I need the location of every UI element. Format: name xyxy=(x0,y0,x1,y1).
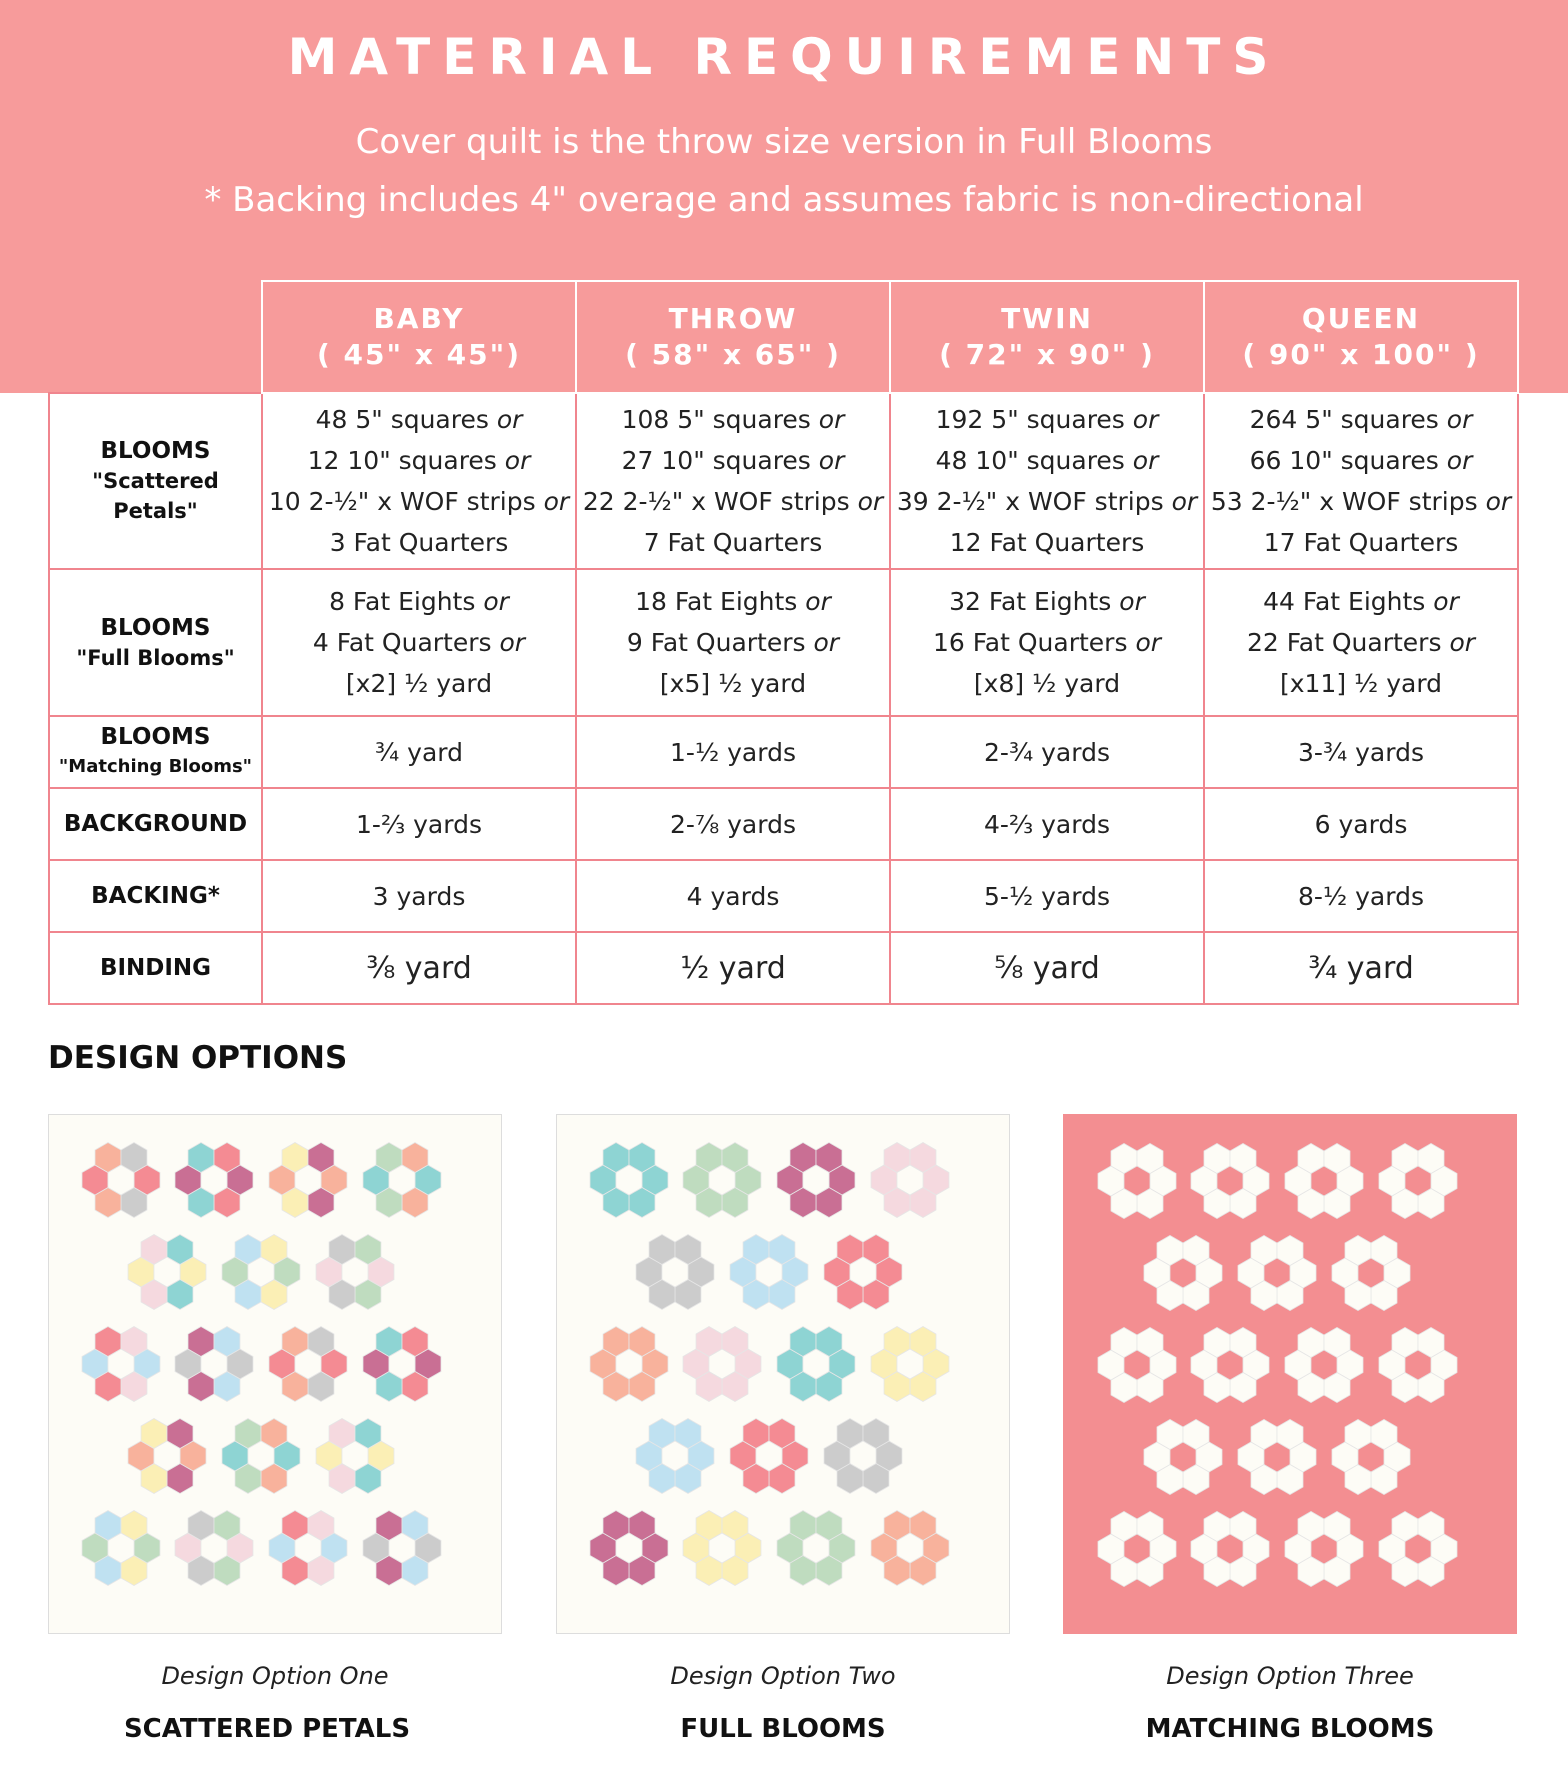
table-row xyxy=(49,860,1518,932)
hexagon-flower xyxy=(683,1143,761,1218)
subtitle-cover: Cover quilt is the throw size version in Full Blooms xyxy=(355,122,1213,162)
hexagon-flower xyxy=(82,1511,160,1586)
hexagon-flower xyxy=(590,1143,668,1218)
table-row xyxy=(49,393,1518,569)
cell-line: 9 Fat Quarters or xyxy=(626,628,840,657)
cell-line: 4 Fat Quarters or xyxy=(312,628,526,657)
hexagon-flower xyxy=(1098,1328,1176,1403)
column-size: ( 90" x 100" ) xyxy=(1242,338,1480,371)
cell-line: 3 Fat Quarters xyxy=(329,528,509,557)
table-row xyxy=(49,716,1518,788)
cell-line: 53 2-½" x WOF strips or xyxy=(1210,487,1512,516)
option-caption: Design Option One xyxy=(161,1662,389,1690)
row-label-qualifier: "Full Blooms" xyxy=(76,645,235,670)
hexagon-flower xyxy=(636,1235,714,1310)
hexagon-flower xyxy=(316,1419,394,1494)
cell-line: 10 2-½" x WOF strips or xyxy=(268,487,570,516)
hexagon-flower xyxy=(82,1327,160,1402)
hexagon-flower xyxy=(824,1419,902,1494)
column-header xyxy=(262,281,576,393)
hexagon-flower xyxy=(269,1143,347,1218)
hexagon-flower xyxy=(363,1511,441,1586)
cell: ½ yard xyxy=(576,932,890,1004)
cell xyxy=(576,569,890,716)
hexagon-flower xyxy=(1191,1512,1269,1587)
hexagon-flower xyxy=(1144,1236,1222,1311)
column-name: TWIN xyxy=(1001,302,1093,335)
cell: 3 yards xyxy=(262,860,576,932)
option-name: SCATTERED PETALS xyxy=(123,1714,411,1744)
cell-line: [x11] ½ yard xyxy=(1279,669,1443,698)
hexagon-flower xyxy=(1379,1512,1457,1587)
hexagon-flower xyxy=(1379,1328,1457,1403)
design-options-heading: DESIGN OPTIONS xyxy=(48,1040,348,1076)
cell: 4-⅔ yards xyxy=(890,788,1204,860)
requirements-table xyxy=(48,280,1519,1005)
hexagon-flower xyxy=(363,1143,441,1218)
hexagon-flower xyxy=(82,1143,160,1218)
hexagon-flower xyxy=(1098,1512,1176,1587)
cell-line: 27 10" squares or xyxy=(621,446,845,475)
hexagon-flower xyxy=(1238,1236,1316,1311)
hexagon-flower xyxy=(1285,1512,1363,1587)
cell: 3-¾ yards xyxy=(1204,716,1518,788)
hexagon-flower xyxy=(175,1327,253,1402)
row-label-main: BLOOMS xyxy=(100,438,211,464)
cell-line: 8 Fat Eights or xyxy=(329,587,509,616)
cell: ⅜ yard xyxy=(262,932,576,1004)
table-row xyxy=(49,569,1518,716)
row-label-qualifier: "Scattered Petals" xyxy=(92,469,219,523)
hexagon-flower xyxy=(1144,1420,1222,1495)
row-label-qualifier: "Matching Blooms" xyxy=(58,756,253,777)
hexagon-flower xyxy=(175,1143,253,1218)
column-header xyxy=(576,281,890,393)
hexagon-flower xyxy=(1285,1328,1363,1403)
page-title: MATERIAL REQUIREMENTS xyxy=(287,28,1281,86)
hexagon-flower xyxy=(128,1419,206,1494)
row-label xyxy=(49,569,262,716)
hexagon-flower xyxy=(730,1419,808,1494)
column-header xyxy=(1204,281,1518,393)
column-size: ( 45" x 45") xyxy=(316,338,521,371)
hexagon-flower xyxy=(269,1511,347,1586)
hexagon-flower xyxy=(1191,1328,1269,1403)
cell xyxy=(890,393,1204,569)
hexagon-flower xyxy=(777,1511,855,1586)
column-size: ( 58" x 65" ) xyxy=(625,338,841,371)
column-header xyxy=(890,281,1204,393)
row-label-main: BLOOMS xyxy=(100,724,211,750)
hexagon-flower xyxy=(128,1235,206,1310)
hexagon-flower xyxy=(871,1143,949,1218)
cell-line: 44 Fat Eights or xyxy=(1263,587,1459,616)
row-label-main: BLOOMS xyxy=(100,614,211,641)
row-label: BACKING* xyxy=(49,860,262,932)
table-row xyxy=(49,788,1518,860)
cell: 4 yards xyxy=(576,860,890,932)
quilt-preview-scattered-petals xyxy=(48,1114,502,1634)
hexagon-flower xyxy=(871,1511,949,1586)
cell: 2-⅞ yards xyxy=(576,788,890,860)
column-name: QUEEN xyxy=(1301,302,1421,335)
cell xyxy=(890,569,1204,716)
cell-line: 17 Fat Quarters xyxy=(1263,528,1459,557)
cell-line: 39 2-½" x WOF strips or xyxy=(896,487,1198,516)
cell-line: 16 Fat Quarters or xyxy=(932,628,1162,657)
cell-line: 108 5" squares or xyxy=(621,405,845,434)
cell-line: [x2] ½ yard xyxy=(345,669,493,698)
hexagon-flower xyxy=(1191,1144,1269,1219)
cell xyxy=(1204,569,1518,716)
option-name: FULL BLOOMS xyxy=(680,1714,886,1744)
hexagon-flower xyxy=(777,1143,855,1218)
hexagon-flower xyxy=(222,1419,300,1494)
quilt-art-scattered xyxy=(49,1115,501,1633)
cell-line: [x8] ½ yard xyxy=(973,669,1121,698)
cell: 1-⅔ yards xyxy=(262,788,576,860)
cell: 2-¾ yards xyxy=(890,716,1204,788)
hexagon-flower xyxy=(1379,1144,1457,1219)
hexagon-flower xyxy=(363,1327,441,1402)
cell-line: 22 Fat Quarters or xyxy=(1246,628,1476,657)
hexagon-flower xyxy=(730,1235,808,1310)
option-name: MATCHING BLOOMS xyxy=(1145,1714,1435,1744)
column-size: ( 72" x 90" ) xyxy=(939,338,1155,371)
cell-line: 32 Fat Eights or xyxy=(949,587,1145,616)
cell-line: 12 10" squares or xyxy=(307,446,531,475)
cell-line: 48 5" squares or xyxy=(315,405,523,434)
cell: 1-½ yards xyxy=(576,716,890,788)
cell xyxy=(262,393,576,569)
subtitle-backing-note: * Backing includes 4" overage and assumes fabric is non-directional xyxy=(204,180,1364,220)
quilt-preview-matching-blooms xyxy=(1063,1114,1517,1634)
cell xyxy=(576,393,890,569)
quilt-preview-full-blooms xyxy=(556,1114,1010,1634)
cell: 8-½ yards xyxy=(1204,860,1518,932)
table-row xyxy=(49,932,1518,1004)
cell-line: 7 Fat Quarters xyxy=(643,528,823,557)
hexagon-flower xyxy=(824,1235,902,1310)
column-name: BABY xyxy=(373,302,465,335)
cell: ¾ yard xyxy=(262,716,576,788)
hexagon-flower xyxy=(1332,1420,1410,1495)
option-caption: Design Option Two xyxy=(670,1662,896,1690)
quilt-art-matching xyxy=(1063,1114,1517,1634)
cell: 6 yards xyxy=(1204,788,1518,860)
cell xyxy=(262,569,576,716)
hexagon-flower xyxy=(683,1511,761,1586)
row-label: BINDING xyxy=(49,932,262,1004)
cell-line: 12 Fat Quarters xyxy=(949,528,1145,557)
cell: 5-½ yards xyxy=(890,860,1204,932)
cell xyxy=(1204,393,1518,569)
cell: ⅝ yard xyxy=(890,932,1204,1004)
hexagon-flower xyxy=(175,1511,253,1586)
hexagon-flower xyxy=(1098,1144,1176,1219)
option-caption: Design Option Three xyxy=(1166,1662,1414,1690)
hexagon-flower xyxy=(316,1235,394,1310)
row-label: BACKGROUND xyxy=(49,788,262,860)
cell-line: 66 10" squares or xyxy=(1249,446,1473,475)
hexagon-flower xyxy=(1238,1420,1316,1495)
cell-line: 48 10" squares or xyxy=(935,446,1159,475)
hexagon-flower xyxy=(636,1419,714,1494)
row-label xyxy=(49,716,262,788)
cell-line: [x5] ½ yard xyxy=(659,669,807,698)
hexagon-flower xyxy=(871,1327,949,1402)
column-name: THROW xyxy=(668,302,798,335)
hexagon-flower xyxy=(222,1235,300,1310)
table-corner xyxy=(49,281,262,393)
cell: ¾ yard xyxy=(1204,932,1518,1004)
hexagon-flower xyxy=(683,1327,761,1402)
hexagon-flower xyxy=(590,1511,668,1586)
hexagon-flower xyxy=(590,1327,668,1402)
cell-line: 192 5" squares or xyxy=(935,405,1159,434)
row-label xyxy=(49,393,262,569)
hexagon-flower xyxy=(269,1327,347,1402)
hexagon-flower xyxy=(1285,1144,1363,1219)
quilt-art-full-blooms xyxy=(557,1115,1009,1633)
hexagon-flower xyxy=(1332,1236,1410,1311)
cell-line: 18 Fat Eights or xyxy=(635,587,831,616)
cell-line: 264 5" squares or xyxy=(1249,405,1473,434)
cell-line: 22 2-½" x WOF strips or xyxy=(582,487,884,516)
hexagon-flower xyxy=(777,1327,855,1402)
